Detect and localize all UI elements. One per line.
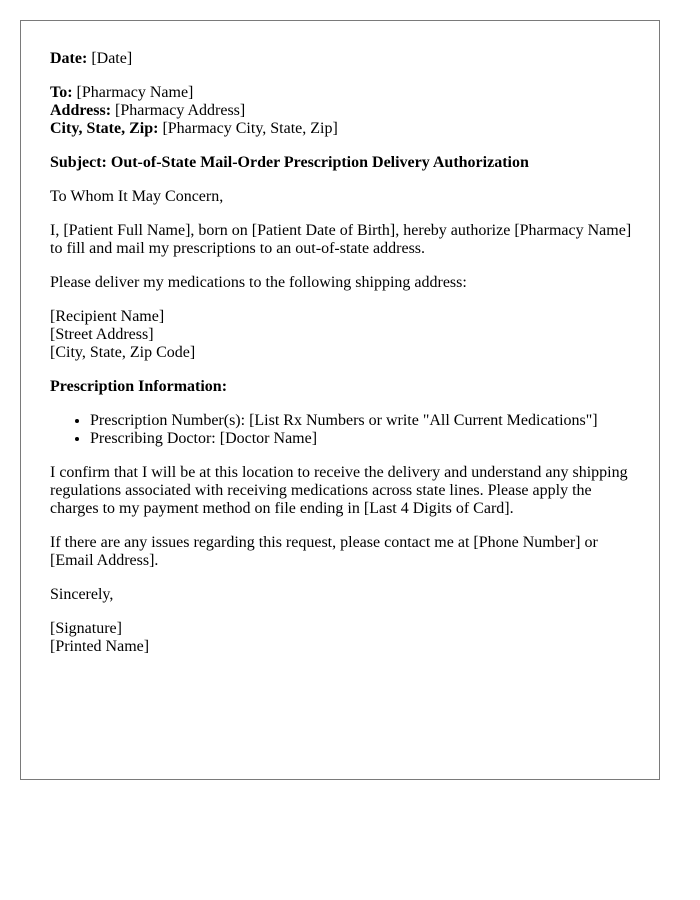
prescription-list (50, 412, 640, 448)
date-value: [Date] (91, 50, 133, 67)
address-label: Address: (50, 102, 112, 119)
signature: [Signature] (50, 620, 122, 637)
address-value: [Pharmacy Address] (115, 102, 246, 119)
date-label: Date: (50, 50, 88, 67)
to-label: To: (50, 84, 73, 101)
to-value: [Pharmacy Name] (76, 84, 194, 101)
shipping-address-block (50, 308, 640, 362)
date-line (50, 50, 640, 68)
city-value: [Pharmacy City, State, Zip] (162, 120, 338, 137)
signature-block (50, 620, 640, 656)
shipping-recipient: [Recipient Name] (50, 308, 165, 325)
letter-body (50, 50, 640, 672)
shipping-city: [City, State, Zip Code] (50, 344, 196, 361)
recipient-block (50, 84, 640, 138)
shipping-intro: Please deliver my medications to the following shipping address: (50, 274, 467, 291)
printed-name: [Printed Name] (50, 638, 150, 655)
salutation: To Whom It May Concern, (50, 188, 224, 205)
prescription-item-numbers: • Prescription Number(s): [List Rx Numbers or write "All Current Medications"] (90, 412, 640, 430)
subject-text: Subject: Out-of-State Mail-Order Prescription Delivery Authorization (50, 154, 529, 171)
prescription-heading-line (50, 378, 640, 396)
confirmation-paragraph: I confirm that I will be at this location to receive the delivery and understand any shipping regulations associated with receiving medications across state lines. Please apply the charges to my payment method on file ending in [Last 4 Digits of Card]. (50, 464, 628, 517)
to-line (50, 84, 640, 102)
address-line (50, 102, 640, 120)
prescription-item-doctor: • Prescribing Doctor: [Doctor Name] (90, 430, 640, 448)
shipping-street: [Street Address] (50, 326, 154, 343)
authorization-paragraph: I, [Patient Full Name], born on [Patient Date of Birth], hereby authorize [Pharmacy Name] to fill and mail my prescriptions to an out-of-state address. (50, 222, 632, 257)
city-label: City, State, Zip: (50, 120, 159, 137)
subject-line (50, 154, 640, 172)
closing: Sincerely, (50, 586, 114, 603)
contact-paragraph: If there are any issues regarding this request, please contact me at [Phone Number] or [Email Address]. (50, 534, 598, 569)
letter-page (20, 20, 660, 780)
prescription-heading: Prescription Information: (50, 378, 228, 395)
city-line (50, 120, 640, 138)
